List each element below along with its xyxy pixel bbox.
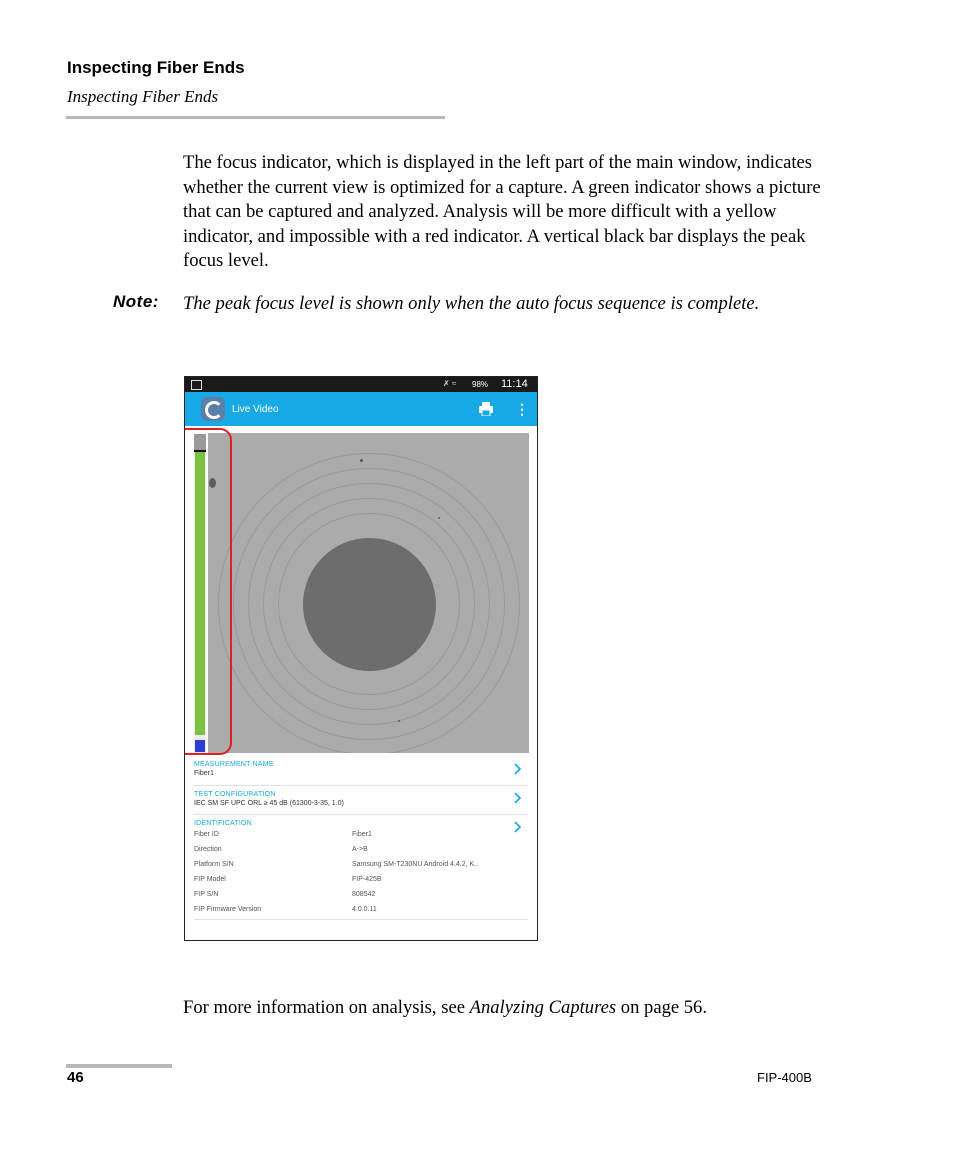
status-bar: [185, 377, 537, 392]
id-value: 808542: [352, 891, 376, 898]
app-bar: [185, 392, 537, 426]
chevron-right-icon[interactable]: [514, 763, 522, 775]
fiber-live-image: [208, 433, 529, 753]
footer-rule: [66, 1064, 172, 1068]
body-paragraph: The focus indicator, which is displayed in the left part of the main window, indicates whether the current view is optimized for a capture. A green indicator shows a picture that can be captured and analyzed. Analysis will be more difficult with a yellow indicator, and impossible with a red indicator. A vertical black bar displays the peak focus level.: [183, 152, 821, 272]
product-model: FIP-400B: [757, 1070, 812, 1085]
fiber-core: [303, 538, 436, 671]
note-label: Note:: [113, 292, 159, 311]
chevron-right-icon[interactable]: [514, 792, 522, 804]
cross-reference-link[interactable]: Analyzing Captures: [469, 997, 617, 1018]
app-title: Live Video: [232, 404, 279, 415]
mute-wifi-icon: ✗ ≈: [443, 379, 457, 388]
overflow-menu-icon[interactable]: ⋮: [515, 401, 529, 417]
identification-section[interactable]: [194, 815, 528, 920]
battery-level: 98%: [472, 380, 489, 389]
page-number: 46: [67, 1069, 84, 1086]
chevron-right-icon[interactable]: [514, 821, 522, 833]
cross-reference-suffix: on page 56.: [616, 997, 708, 1018]
printer-icon[interactable]: [478, 402, 494, 416]
id-row: [194, 857, 528, 872]
id-key: FIP Firmware Version: [194, 906, 262, 913]
app-screenshot: [184, 376, 538, 941]
id-key: Fiber ID: [194, 831, 219, 838]
section-title: Inspecting Fiber Ends: [67, 87, 219, 106]
test-config-value: IEC SM SF UPC ORL ≥ 45 dB (61300-3-35, 1.0): [194, 800, 344, 807]
app-logo-icon[interactable]: [201, 397, 225, 421]
id-value: 4.0.0.11: [352, 906, 377, 913]
header-rule: [66, 116, 445, 119]
id-key: FIP S/N: [194, 891, 219, 898]
id-row: [194, 872, 528, 887]
id-value: FIP-425B: [352, 876, 382, 883]
focus-indicator-highlight: [184, 428, 232, 755]
clock: 11:14: [501, 378, 528, 390]
id-value: A->B: [352, 846, 368, 853]
id-key: FIP Model: [194, 876, 226, 883]
cross-reference-prefix: For more information on analysis, see: [183, 997, 470, 1018]
chapter-title: Inspecting Fiber Ends: [67, 58, 245, 77]
id-value: Fiber1: [352, 831, 372, 838]
id-row: [194, 827, 528, 842]
identification-label: IDENTIFICATION: [194, 820, 252, 827]
id-row: [194, 902, 528, 917]
id-key: Direction: [194, 846, 222, 853]
measurement-value: Fiber1: [194, 770, 214, 777]
id-row: [194, 887, 528, 902]
measurement-section[interactable]: [194, 757, 528, 786]
note-text: The peak focus level is shown only when the auto focus sequence is complete.: [183, 293, 760, 314]
test-config-section[interactable]: [194, 786, 528, 815]
measurement-label: MEASUREMENT NAME: [194, 761, 274, 768]
id-row: [194, 842, 528, 857]
id-key: Platform S/N: [194, 861, 234, 868]
test-config-label: TEST CONFIGURATION: [194, 791, 276, 798]
gallery-icon: [191, 380, 202, 390]
cross-reference: [183, 997, 707, 1019]
id-value: Samsung SM-T230NU Android 4.4.2, K..: [352, 861, 479, 868]
info-panel: [194, 757, 528, 920]
